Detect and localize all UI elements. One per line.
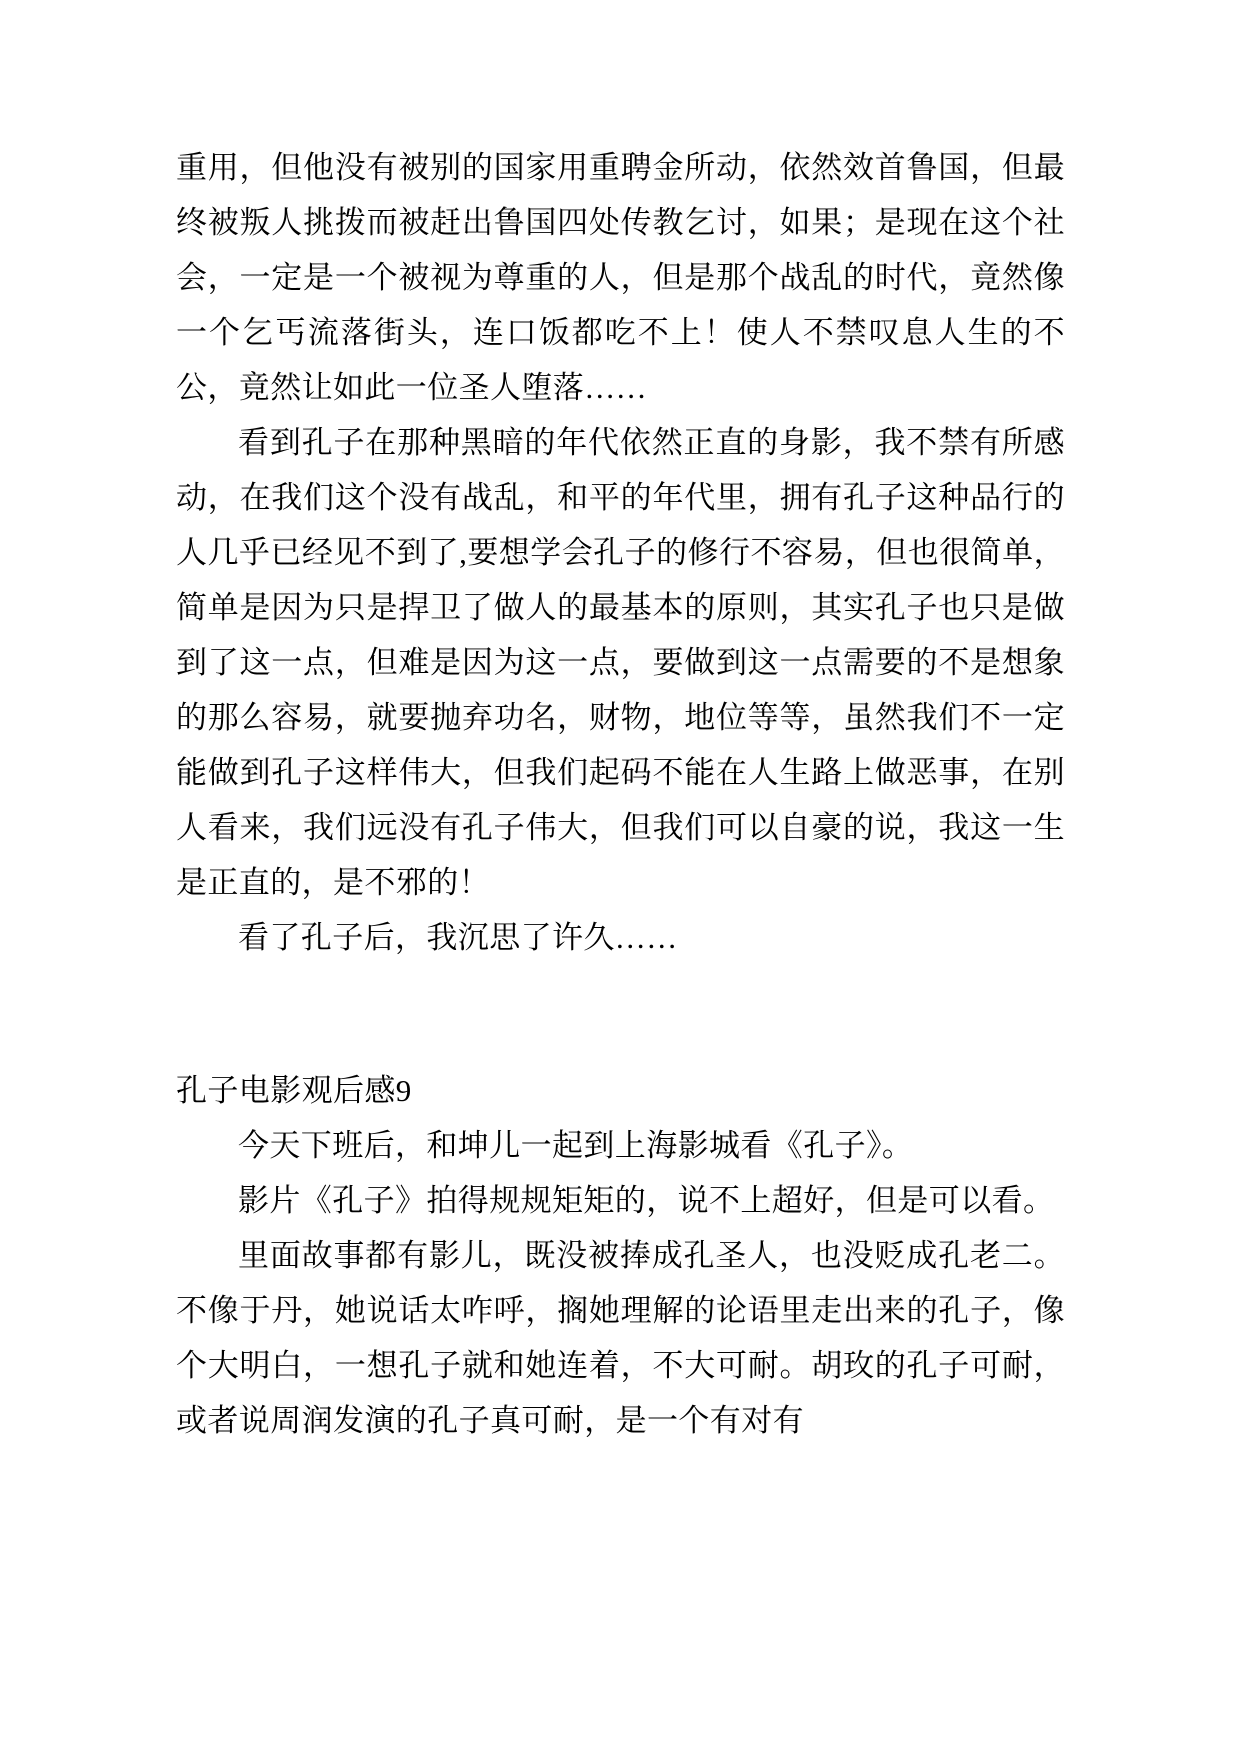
paragraph-film: 影片《孔子》拍得规规矩矩的，说不上超好，但是可以看。 — [238, 1183, 1055, 1218]
paragraph-story: 里面故事都有影儿，既没被捧成孔圣人，也没贬成孔老二。不像于丹，她说话太咋呼，搁她理解的论语里走出来的孔子，像个大明白，一想孔子就和她连着，不大可耐。胡玫的孔子可耐，或者说周润发演的孔子真可耐，是一个有对有 — [176, 1238, 1065, 1438]
section-heading: 孔子电影观后感9 — [176, 1073, 412, 1108]
paragraph-moved: 看到孔子在那种黑暗的年代依然正直的身影，我不禁有所感动，在我们这个没有战乱，和平的年代里，拥有孔子这种品行的人几乎已经见不到了,要想学会孔子的修行不容易，但也很简单，简单是因为只是捍卫了做人的最基本的原则，其实孔子也只是做到了这一点，但难是因为这一点，要做到这一点需要的不是想象的那么容易，就要抛弃功名，财物，地位等等，虽然我们不一定能做到孔子这样伟大，但我们起码不能在人生路上做恶事，在别人看来，我们远没有孔子伟大，但我们可以自豪的说，我这一生是正直的，是不邪的！ — [176, 425, 1065, 900]
paragraph-pondered: 看了孔子后，我沉思了许久…… — [238, 920, 678, 955]
paragraph-today: 今天下班后，和坤儿一起到上海影城看《孔子》。 — [238, 1128, 914, 1163]
paragraph-continued: 重用，但他没有被别的国家用重聘金所动，依然效首鲁国，但最终被叛人挑拨而被赶出鲁国四处传教乞讨，如果；是现在这个社会，一定是一个被视为尊重的人，但是那个战乱的时代，竟然像一个乞丐流落街头，连口饭都吃不上！使人不禁叹息人生的不公，竟然让如此一位圣人堕落…… — [176, 150, 1065, 405]
section-spacer — [176, 965, 1065, 1005]
document-body — [176, 140, 1065, 1448]
